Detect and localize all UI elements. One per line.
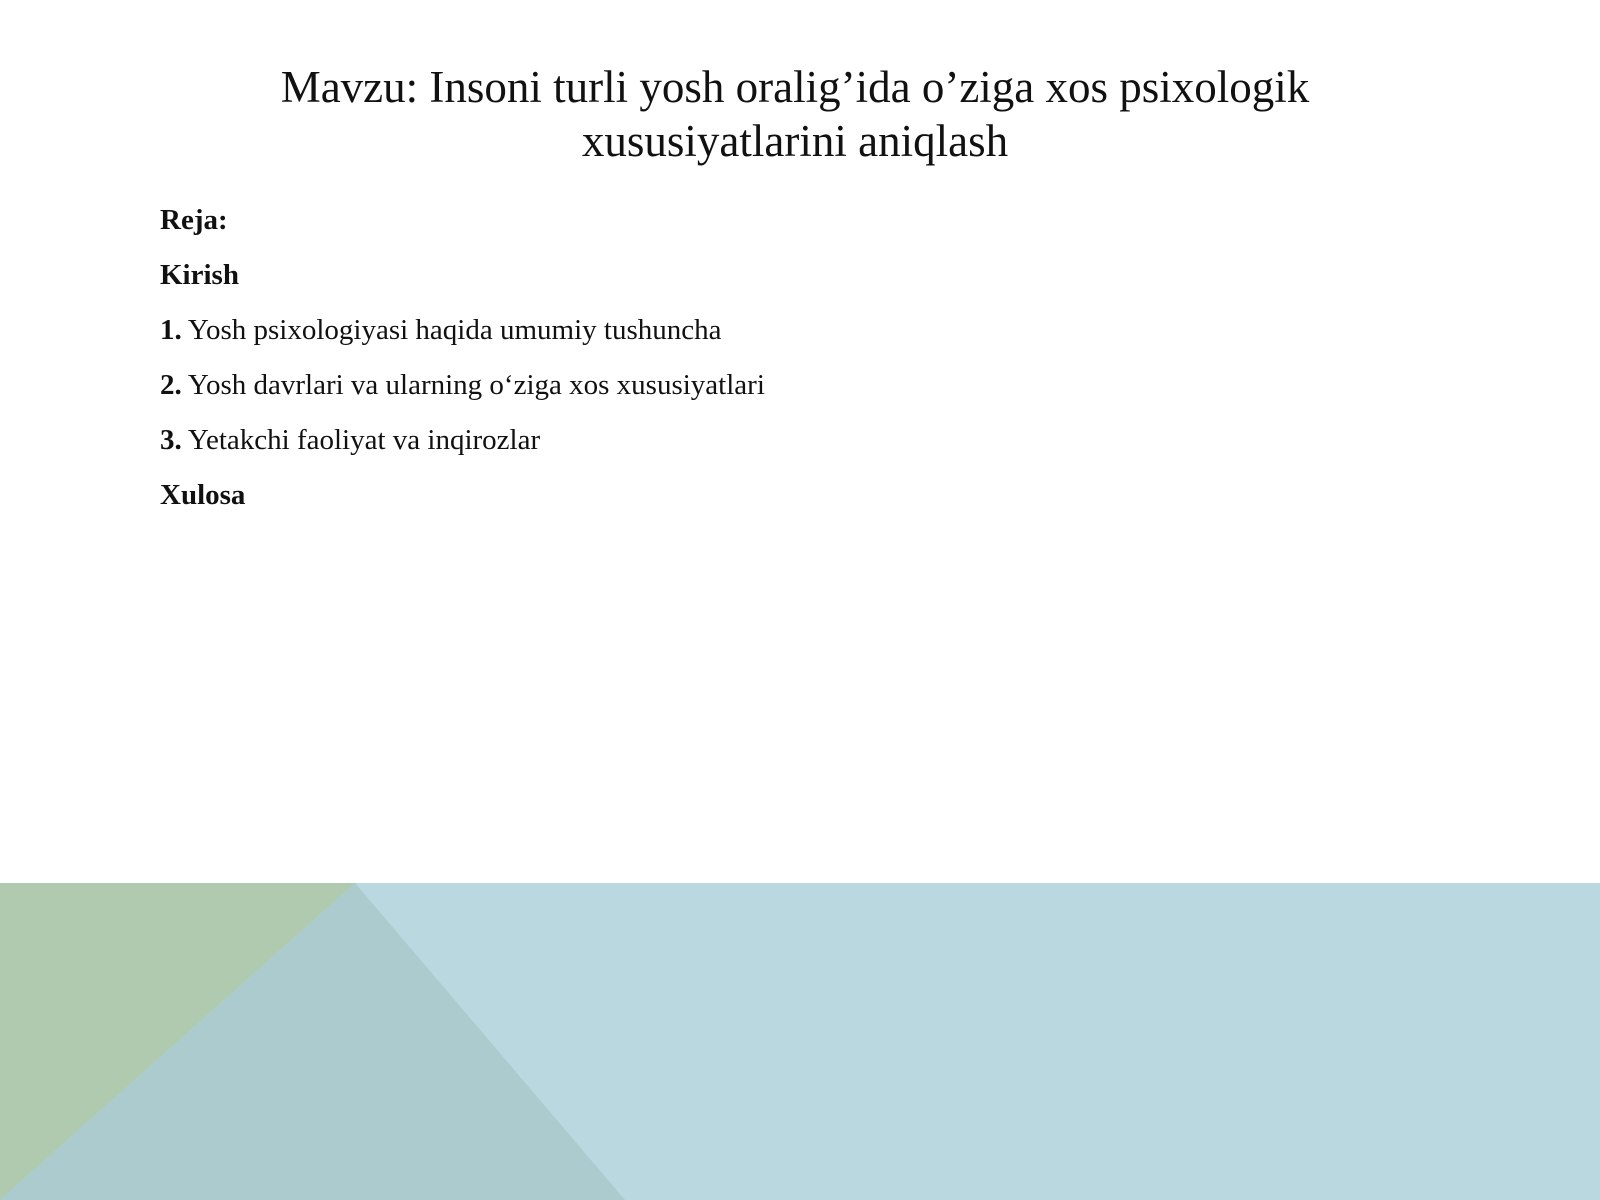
plan-item-text: Yosh davrlari va ularning o‘ziga xos xususiyatlari xyxy=(181,369,765,401)
intro-item: Kirish xyxy=(160,259,239,291)
plan-item-number: 2. xyxy=(160,369,182,401)
slide-title-line-1: Mavzu: Insoni turli yosh oralig’ida o’ziga xos psixologik xyxy=(280,62,1310,112)
plan-item-2 xyxy=(160,358,1360,413)
plan-item-number: 3. xyxy=(160,424,182,456)
plan-content xyxy=(160,193,1360,523)
plan-item-3 xyxy=(160,413,1360,468)
plan-item-number: 1. xyxy=(160,314,182,346)
plan-item-1 xyxy=(160,303,1360,358)
slide-title xyxy=(160,60,1430,168)
decorative-bottom-band xyxy=(0,883,1600,1200)
plan-item-text: Yosh psixologiyasi haqida umumiy tushuncha xyxy=(181,314,722,346)
conclusion-item: Xulosa xyxy=(160,479,246,511)
slide-title-line-2: xususiyatlarini aniqlash xyxy=(581,116,1009,166)
plan-heading: Reja: xyxy=(160,204,228,236)
plan-item-text: Yetakchi faoliyat va inqirozlar xyxy=(181,424,541,456)
